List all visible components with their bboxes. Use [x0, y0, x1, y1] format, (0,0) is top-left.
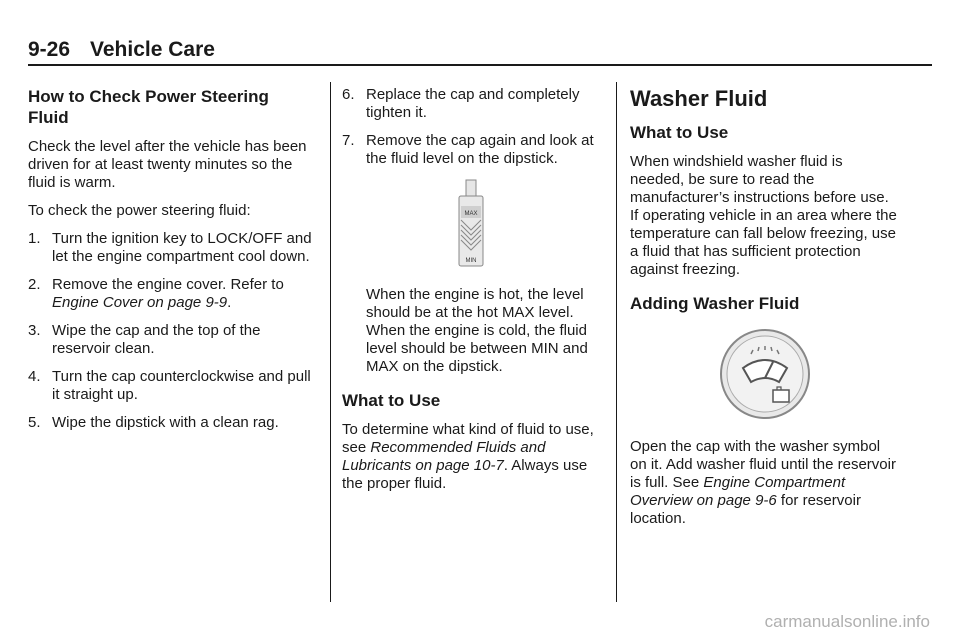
step-text: Remove the cap again and look at the fluid level on the dipstick. [366, 132, 594, 167]
list-item [28, 414, 314, 432]
adding-washer-paragraph [630, 438, 900, 528]
cross-reference-link[interactable]: Recommended Fluids and Lubricants on page 10-7 [342, 439, 546, 474]
step-text-part: Remove the engine cover. Refer to [52, 276, 284, 293]
list-item [28, 322, 314, 358]
column-2 [342, 86, 604, 503]
list-item [28, 368, 314, 404]
header-rule [28, 64, 932, 66]
step-text: Replace the cap and completely tighten it. [366, 86, 580, 121]
washer-cap-figure [630, 324, 900, 424]
step-number: 1. [28, 230, 41, 247]
step-text: Wipe the cap and the top of the reservoir clean. [52, 322, 261, 357]
paragraph-text: Open the cap with the washer symbol on it. Add washer fluid until the reservoir is full. See [630, 438, 896, 491]
page-header [28, 38, 215, 62]
paragraph-text: for reservoir location. [630, 492, 861, 527]
step-text: Turn the ignition key to LOCK/OFF and let the engine compartment cool down. [52, 230, 312, 265]
step-text-part: . [227, 294, 232, 311]
step-text: Turn the cap counterclockwise and pull it straight up. [52, 368, 311, 403]
dipstick-min-label: MIN [465, 258, 477, 264]
section-title: Vehicle Care [90, 38, 215, 61]
step-number: 2. [28, 276, 41, 293]
page-number: 9-26 [28, 38, 71, 61]
steps-list-2 [342, 86, 604, 168]
intro-paragraph: Check the level after the vehicle has been driven for at least twenty minutes so the fluid is warm. [28, 138, 307, 191]
what-to-use-heading: What to Use [630, 123, 729, 142]
adding-washer-fluid-heading: Adding Washer Fluid [630, 294, 800, 313]
list-item [28, 276, 314, 312]
column-divider-2 [616, 82, 617, 602]
what-to-use-paragraph [342, 421, 604, 493]
washer-cap-icon [715, 324, 815, 424]
list-item [342, 86, 604, 122]
dipstick-caption: When the engine is hot, the level should be at the hot MAX level. When the engine is cold, the fluid level should be between MIN and MAX on the dipstick. [366, 286, 588, 375]
paragraph-text: . Always use the proper fluid. [342, 457, 588, 492]
lead-paragraph: To check the power steering fluid: [28, 202, 251, 219]
dipstick-max-label: MAX [464, 211, 478, 217]
column-1 [28, 86, 314, 442]
step-text [52, 276, 314, 312]
watermark-text: carmanualsonline.info [764, 612, 930, 631]
step-text: Wipe the dipstick with a clean rag. [52, 414, 279, 431]
column-divider-1 [330, 82, 331, 602]
step-number: 3. [28, 322, 41, 339]
what-to-use-paragraph: When windshield washer fluid is needed, be sure to read the manufacturer’s instructions before use. If operating vehicle in an area where the temperature can fall below freezing, use a fluid that has sufficient protection against freezing. [630, 153, 897, 278]
list-item [342, 132, 604, 168]
paragraph-text: To determine what kind of fluid to use, see [342, 421, 594, 456]
list-item [28, 230, 314, 266]
dipstick-figure [342, 178, 604, 270]
power-steering-heading: How to Check Power Steering Fluid [28, 87, 269, 127]
step-number: 6. [342, 86, 355, 103]
step-number: 7. [342, 132, 355, 149]
cross-reference-link[interactable]: Engine Cover on page 9-9 [52, 294, 228, 311]
steps-list-1 [28, 230, 314, 432]
washer-fluid-title: Washer Fluid [630, 86, 768, 111]
step-number: 4. [28, 368, 41, 385]
dipstick-icon [448, 178, 498, 270]
column-3 [630, 86, 900, 538]
cross-reference-link[interactable]: Engine Compartment Overview on page 9-6 [630, 474, 846, 509]
what-to-use-heading: What to Use [342, 391, 441, 410]
step-number: 5. [28, 414, 41, 431]
